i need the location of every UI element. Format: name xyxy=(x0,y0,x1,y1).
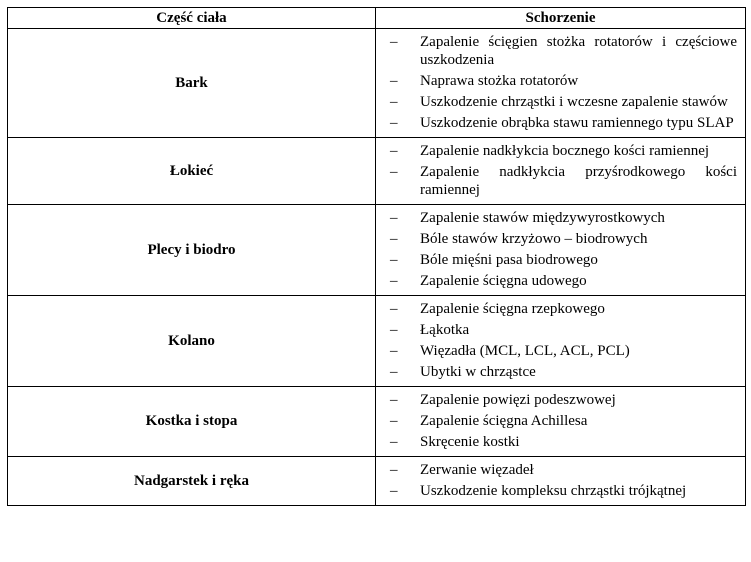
dash-bullet: – xyxy=(390,343,398,359)
list-item xyxy=(390,33,737,69)
condition-text: Zapalenie powięzi podeszwowej xyxy=(420,392,616,408)
list-item xyxy=(390,321,737,339)
list-item xyxy=(390,300,737,318)
condition-text: Bóle mięśni pasa biodrowego xyxy=(420,252,598,268)
list-item xyxy=(390,72,737,90)
list-item xyxy=(390,230,737,248)
list-item xyxy=(390,363,737,381)
condition-text: Zapalenie ścięgna udowego xyxy=(420,273,587,289)
condition-text: Zapalenie ścięgien stożka rotatorów i częściowe uszkodzenia xyxy=(420,34,737,68)
document-page xyxy=(7,7,745,506)
dash-bullet: – xyxy=(390,322,398,338)
list-item xyxy=(390,482,737,500)
header-row xyxy=(8,8,746,29)
conditions-list xyxy=(390,391,737,451)
table-row xyxy=(8,387,746,457)
list-item xyxy=(390,142,737,160)
list-item xyxy=(390,412,737,430)
dash-bullet: – xyxy=(390,483,398,499)
condition-text: Łąkotka xyxy=(420,322,470,338)
table-row xyxy=(8,457,746,506)
list-item xyxy=(390,391,737,409)
header-body-part: Część ciała xyxy=(8,8,376,29)
dash-bullet: – xyxy=(390,413,398,429)
condition-text: Zapalenie nadkłykcia bocznego kości ramiennej xyxy=(420,143,710,159)
conditions-list xyxy=(390,142,737,199)
conditions-table xyxy=(7,7,746,506)
condition-text: Zapalenie ścięgna rzepkowego xyxy=(420,301,605,317)
condition-text: Zapalenie ścięgna Achillesa xyxy=(420,413,588,429)
dash-bullet: – xyxy=(390,364,398,380)
dash-bullet: – xyxy=(390,94,398,110)
conditions-cell xyxy=(376,387,746,457)
table-row xyxy=(8,138,746,205)
body-part-cell: Kostka i stopa xyxy=(8,387,376,457)
dash-bullet: – xyxy=(390,143,398,159)
conditions-list xyxy=(390,209,737,290)
dash-bullet: – xyxy=(390,434,398,450)
table-row xyxy=(8,296,746,387)
conditions-cell xyxy=(376,205,746,296)
condition-text: Zerwanie więzadeł xyxy=(420,462,534,478)
dash-bullet: – xyxy=(390,210,398,226)
body-part-cell: Bark xyxy=(8,29,376,138)
list-item xyxy=(390,209,737,227)
list-item xyxy=(390,342,737,360)
body-part-cell: Plecy i biodro xyxy=(8,205,376,296)
dash-bullet: – xyxy=(390,231,398,247)
dash-bullet: – xyxy=(390,73,398,89)
header-condition: Schorzenie xyxy=(376,8,746,29)
condition-text: Bóle stawów krzyżowo – biodrowych xyxy=(420,231,648,247)
list-item xyxy=(390,251,737,269)
list-item xyxy=(390,461,737,479)
condition-text: Zapalenie nadkłykcia przyśrodkowego kości ramiennej xyxy=(420,164,737,198)
condition-text: Skręcenie kostki xyxy=(420,434,520,450)
dash-bullet: – xyxy=(390,115,398,131)
condition-text: Ubytki w chrząstce xyxy=(420,364,536,380)
conditions-list xyxy=(390,300,737,381)
dash-bullet: – xyxy=(390,392,398,408)
conditions-cell xyxy=(376,457,746,506)
conditions-cell xyxy=(376,138,746,205)
dash-bullet: – xyxy=(390,301,398,317)
body-part-cell: Nadgarstek i ręka xyxy=(8,457,376,506)
list-item xyxy=(390,114,737,132)
list-item xyxy=(390,163,737,199)
condition-text: Uszkodzenie obrąbka stawu ramiennego typu SLAP xyxy=(420,115,734,131)
body-part-cell: Łokieć xyxy=(8,138,376,205)
conditions-cell xyxy=(376,296,746,387)
table-row xyxy=(8,205,746,296)
body-part-cell: Kolano xyxy=(8,296,376,387)
condition-text: Zapalenie stawów międzywyrostkowych xyxy=(420,210,665,226)
condition-text: Więzadła (MCL, LCL, ACL, PCL) xyxy=(420,343,630,359)
dash-bullet: – xyxy=(390,273,398,289)
dash-bullet: – xyxy=(390,34,398,50)
dash-bullet: – xyxy=(390,252,398,268)
conditions-cell xyxy=(376,29,746,138)
dash-bullet: – xyxy=(390,462,398,478)
condition-text: Uszkodzenie kompleksu chrząstki trójkątnej xyxy=(420,483,687,499)
table-row xyxy=(8,29,746,138)
condition-text: Uszkodzenie chrząstki i wczesne zapalenie stawów xyxy=(420,94,728,110)
condition-text: Naprawa stożka rotatorów xyxy=(420,73,579,89)
list-item xyxy=(390,433,737,451)
conditions-list xyxy=(390,33,737,132)
list-item xyxy=(390,272,737,290)
list-item xyxy=(390,93,737,111)
conditions-list xyxy=(390,461,737,500)
dash-bullet: – xyxy=(390,164,398,180)
